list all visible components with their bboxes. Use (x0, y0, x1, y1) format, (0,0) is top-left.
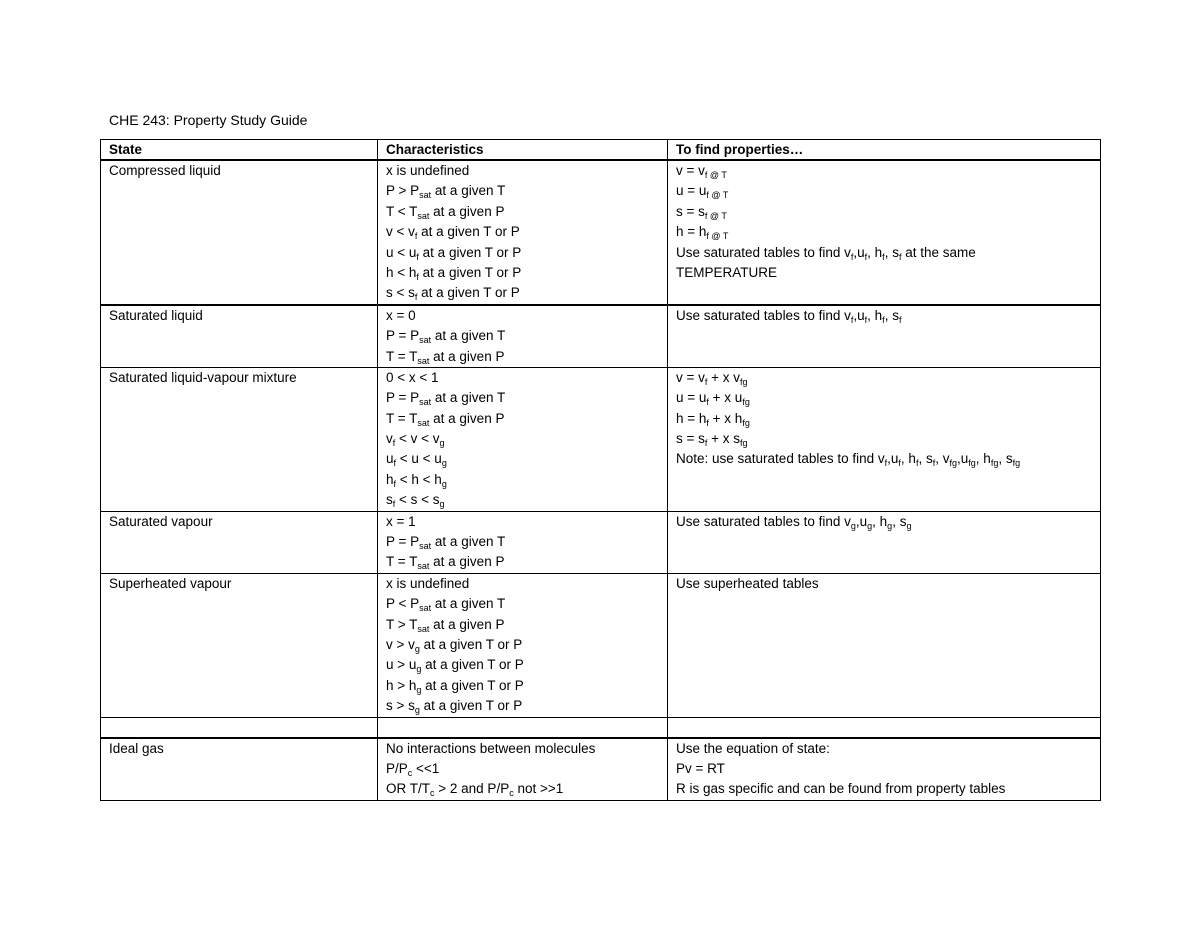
state-name: Saturated vapour (109, 513, 213, 529)
property-line: $h = h_f + x$ $h_{fg}$ (676, 410, 750, 428)
characteristics-cell (378, 738, 668, 801)
table-row (101, 717, 1101, 738)
state-cell (101, 160, 378, 305)
characteristic-line: $v_f < v < v_g$ (386, 431, 445, 449)
table-row (101, 367, 1101, 511)
characteristic-line: $T = T_{sat}$ at a given P (386, 554, 505, 572)
header-state: State (101, 140, 378, 161)
table-row (101, 511, 1101, 573)
header-properties: To find properties… (668, 140, 1101, 161)
state-name: Compressed liquid (109, 163, 221, 178)
property-line: $s = s_{f @ T}$ (676, 203, 727, 221)
characteristic-line: $P = P_{sat}$ at a given T (386, 534, 506, 552)
state-cell (101, 573, 378, 717)
property-line: $h = h_{f @ T}$ (676, 224, 729, 242)
properties-cell (668, 305, 1101, 368)
property-line: $v = v_{f @ T}$ (676, 163, 727, 180)
characteristic-line: OR $T/T_c > 2$ and $P/P_c$ not >>1 (386, 781, 564, 799)
property-line: Note: use saturated tables to find $v_f,u_f$, $h_f$, $s_f$, $v_{fg},u_{fg}$, $h_{fg}$, $s_{fg}$ (676, 451, 1021, 469)
characteristic-line: x = 0 (386, 307, 416, 323)
characteristic-line: No interactions between molecules (386, 740, 596, 756)
characteristics-cell (378, 305, 668, 368)
characteristic-line: $T < T_{sat}$ at a given P (386, 203, 505, 221)
property-line: Use saturated tables to find $v_f,u_f$, $h_f$, $s_f$ at the same (676, 244, 976, 262)
characteristic-line: x is undefined (386, 575, 470, 591)
state-name: Superheated vapour (109, 575, 232, 591)
table-row (101, 738, 1101, 801)
properties-cell (668, 160, 1101, 305)
property-line: R is gas specific and can be found from property tables (676, 781, 1006, 797)
state-name: Ideal gas (109, 740, 164, 756)
characteristic-line: $T = T_{sat}$ at a given P (386, 410, 505, 428)
header-characteristics: Characteristics (378, 140, 668, 161)
characteristic-line: x is undefined (386, 163, 470, 178)
characteristic-line: x = 1 (386, 513, 416, 529)
characteristic-line: $P = P_{sat}$ at a given T (386, 390, 506, 408)
properties-cell (668, 717, 1101, 738)
characteristics-cell (378, 717, 668, 738)
characteristic-line: $v > v_g$ at a given T or P (386, 636, 523, 654)
property-line: Pv = RT (676, 760, 725, 776)
property-line: TEMPERATURE (676, 264, 778, 280)
state-name: Saturated liquid (109, 307, 203, 323)
state-cell (101, 738, 378, 801)
characteristic-line: $P < P_{sat}$ at a given T (386, 596, 506, 614)
property-line: Use saturated tables to find $v_f,u_f$, $h_f$, $s_f$ (676, 307, 902, 325)
characteristic-line: $h < h_f$ at a given T or P (386, 264, 522, 282)
state-cell (101, 305, 378, 368)
characteristic-line: $T > T_{sat}$ at a given P (386, 616, 505, 634)
characteristic-line: $h_f < h < h_g$ (386, 471, 447, 489)
characteristic-line: $u > u_g$ at a given T or P (386, 657, 524, 675)
characteristic-line: $P > P_{sat}$ at a given T (386, 183, 506, 201)
characteristic-line: $u < u_f$ at a given T or P (386, 244, 522, 262)
property-line: $u = u_f + x$ $u_{fg}$ (676, 390, 750, 408)
table-row (101, 305, 1101, 368)
characteristic-line: $v < v_f$ at a given T or P (386, 224, 520, 242)
characteristic-line: $T = T_{sat}$ at a given P (386, 348, 505, 366)
properties-cell (668, 511, 1101, 573)
table-row (101, 160, 1101, 305)
characteristic-line: $P = P_{sat}$ at a given T (386, 328, 506, 346)
characteristics-cell (378, 573, 668, 717)
property-line: Use superheated tables (676, 575, 819, 591)
property-line: Use saturated tables to find $v_g,u_g$, $h_g$, $s_g$ (676, 513, 912, 531)
state-cell (101, 717, 378, 738)
properties-cell (668, 738, 1101, 801)
characteristic-line: $s > s_g$ at a given T or P (386, 698, 523, 716)
table-row (101, 573, 1101, 717)
characteristics-cell (378, 511, 668, 573)
characteristic-line: $s_f < s < s_g$ (386, 492, 445, 510)
state-cell (101, 511, 378, 573)
property-table (100, 139, 1101, 801)
property-line: Use the equation of state: (676, 740, 830, 756)
properties-cell (668, 573, 1101, 717)
characteristic-line: 0 < x < 1 (386, 369, 439, 385)
document-title: CHE 243: Property Study Guide (109, 112, 308, 128)
characteristic-line: $P/P_c <<1$ (386, 760, 440, 778)
characteristic-line: $s < s_f$ at a given T or P (386, 285, 520, 303)
property-line: $s = s_f + x$ $s_{fg}$ (676, 431, 748, 449)
table-header-row (101, 140, 1101, 161)
state-name: Saturated liquid-vapour mixture (109, 369, 297, 385)
properties-cell (668, 367, 1101, 511)
property-line: $v = v_f + x$ $v_{fg}$ (676, 369, 748, 387)
characteristics-cell (378, 160, 668, 305)
property-line: $u = u_{f @ T}$ (676, 183, 729, 201)
state-cell (101, 367, 378, 511)
characteristic-line: $h > h_g$ at a given T or P (386, 677, 524, 695)
characteristics-cell (378, 367, 668, 511)
characteristic-line: $u_f < u < u_g$ (386, 451, 447, 469)
